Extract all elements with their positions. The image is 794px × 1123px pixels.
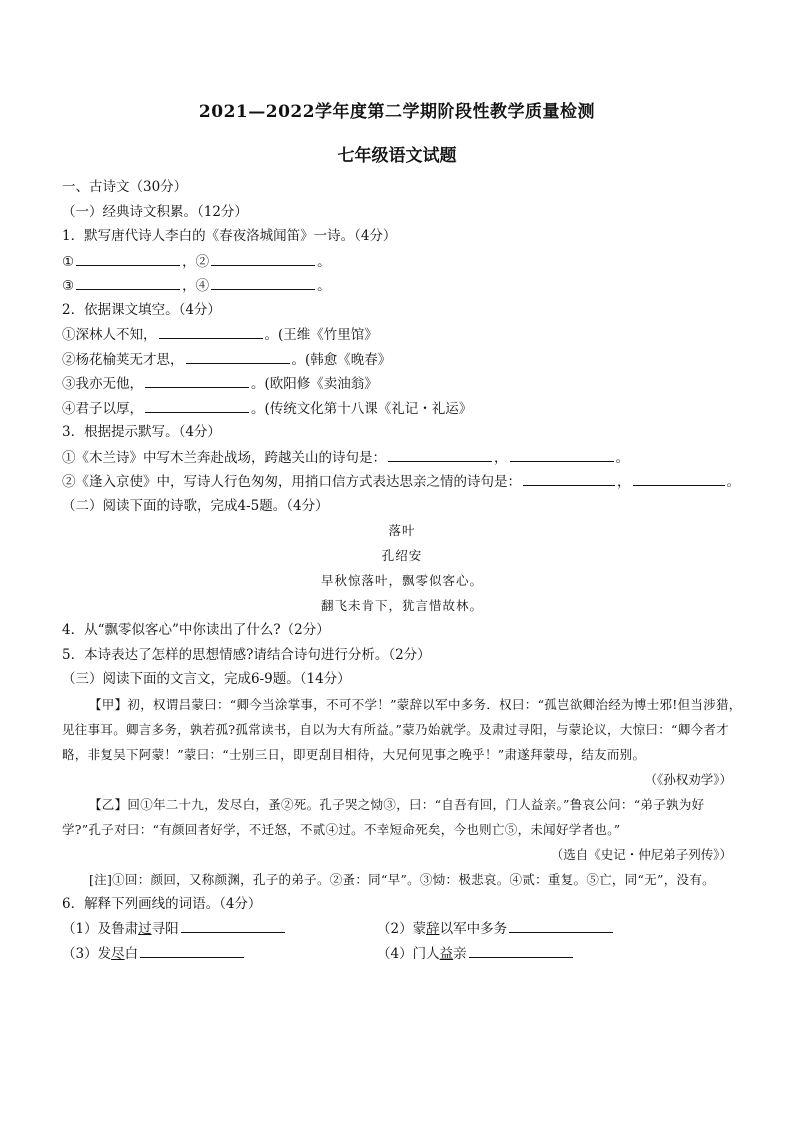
- q2a-text: ①深林人不知，: [62, 327, 157, 343]
- answer-blank[interactable]: [145, 396, 249, 413]
- question-5: 5．本诗表达了怎样的思想情感?请结合诗句进行分析。（2分）: [62, 646, 431, 663]
- answer-blank[interactable]: [509, 916, 613, 933]
- answer-blank[interactable]: [211, 249, 315, 266]
- q2-item-c: [62, 371, 742, 396]
- part1-heading: 一、古诗文（30分）: [62, 179, 188, 195]
- question-2: 2．依据课文填空。（4分）: [62, 301, 221, 318]
- q2-item-d: [62, 396, 742, 421]
- passage-notes: [注]①回：颜回，又称颜渊，孔子的弟子。②蚤：同“早”。③恸：极悲哀。④贰：重复。⑤亡，同“无”，没有。: [89, 871, 715, 887]
- comma: ，: [617, 474, 631, 490]
- section1-heading: （一）经典诗文积累。（12分）: [62, 203, 248, 220]
- question-6: 6．解释下列画线的词语。（4分）: [62, 895, 262, 912]
- q6-row-1: [62, 916, 742, 941]
- q6-4-post: 亲: [453, 945, 467, 962]
- period: 。: [615, 449, 629, 466]
- answer-blank[interactable]: [388, 445, 492, 462]
- passage-jia: 【甲】初，权谓吕蒙曰：“卿今当涂掌事，不可不学！”蒙辞以军中多务．权曰：“孤岂欲卿治经为博士邪!但当涉猎，见往事耳。卿言多务，孰若孤?孤常读书，自以为大有所益。”蒙乃始就学。及肃过寻阳，与蒙论议，大惊曰：“卿今者才略，非复吴下阿蒙！”蒙曰：“士别三日，即更刮目相待，大兄何见事之晚乎！”肃遂拜蒙母，结友而别。: [62, 696, 742, 762]
- poem-title: 落叶: [388, 523, 416, 538]
- q6-3-pre: （3）发: [62, 945, 112, 962]
- answer-blank[interactable]: [510, 445, 614, 462]
- answer-blank[interactable]: [181, 916, 285, 933]
- period: 。: [726, 474, 740, 490]
- q6-2-post: 以军中多务: [439, 921, 508, 937]
- question-1: 1．默写唐代诗人李白的《春夜洛城闻笛》一诗。（4分）: [62, 228, 397, 244]
- answer-blank[interactable]: [211, 273, 315, 290]
- q2d-source: 。(传统文化第十八课《礼记・礼运》: [251, 400, 473, 417]
- period: 。: [317, 253, 331, 270]
- q6-item-4: [377, 941, 692, 966]
- q6-item-3: [62, 941, 377, 966]
- section2-heading: （二）阅读下面的诗歌，完成4-5题。（4分）: [62, 497, 329, 514]
- q2-item-a: [62, 322, 742, 347]
- q2b-text: ②杨花榆荚无才思，: [62, 351, 184, 368]
- q6-3-post: 白: [124, 945, 139, 962]
- answer-blank[interactable]: [140, 941, 244, 958]
- answer-blank[interactable]: [76, 273, 180, 290]
- exam-title: 2021—2022学年度第二学期阶段性教学质量检测: [198, 102, 596, 122]
- q1-mark-4: ，④: [182, 278, 210, 294]
- q2-item-b: [62, 347, 742, 372]
- answer-blank[interactable]: [469, 941, 573, 958]
- q6-1-pre: （1）及鲁肃: [62, 921, 139, 937]
- q2d-text: ④君子以厚，: [62, 400, 143, 417]
- answer-blank[interactable]: [186, 347, 290, 364]
- q1-line-1: [62, 249, 742, 274]
- q2a-source: 。(王维《竹里馆》: [264, 327, 378, 343]
- q3-item-a: [62, 445, 742, 470]
- q6-row-2: [62, 941, 742, 966]
- exam-content: [62, 175, 742, 965]
- q3b-text: ②《逢入京使》中，写诗人行色匆匆，用捎口信方式表达思亲之情的诗句是：: [62, 474, 521, 490]
- passage-jia-source: （《孙权劝学》）: [644, 771, 732, 787]
- q6-item-1: [62, 916, 377, 941]
- answer-blank[interactable]: [145, 371, 249, 388]
- passage-yi: 【乙】回①年二十九，发尽白，蚤②死。孔子哭之恸③，曰：“自吾有回，门人益亲。”鲁哀公问：“弟子孰为好学?”孔子对曰：“有颜回者好学，不迁怒，不贰④过。不幸短命死矣，今也则亡⑤，未闻好学者也。”: [62, 796, 705, 837]
- q1-mark-2: ，②: [182, 253, 210, 270]
- underlined-word: 益: [439, 945, 454, 962]
- q6-1-post: 寻阳: [151, 921, 179, 937]
- period: 。: [317, 278, 331, 294]
- exam-subtitle: 七年级语文试题: [337, 146, 457, 166]
- answer-blank[interactable]: [523, 469, 615, 486]
- passage-yi-source: （选自《史记・仲尼弟子列传》）: [550, 846, 732, 862]
- underlined-word: 过: [138, 921, 152, 937]
- question-4: 4．从“飘零似客心”中你读出了什么?（2分）: [62, 622, 330, 638]
- comma: ，: [494, 449, 508, 466]
- q1-line-2: [62, 273, 742, 298]
- q2c-source: 。(欧阳修《卖油翁》: [251, 376, 378, 392]
- q6-2-pre: （2）蒙: [377, 921, 427, 937]
- answer-blank[interactable]: [76, 249, 180, 266]
- q2c-text: ③我亦无他，: [62, 376, 143, 392]
- question-3: 3．根据提示默写。（4分）: [62, 424, 221, 440]
- q1-mark-3: ③: [62, 278, 75, 294]
- section3-heading: （三）阅读下面的文言文，完成6-9题。（14分）: [62, 671, 351, 687]
- q3a-text: ①《木兰诗》中写木兰奔赴战场，跨越关山的诗句是：: [62, 449, 386, 466]
- answer-blank[interactable]: [159, 322, 263, 339]
- underlined-word: 辞: [426, 921, 440, 937]
- q3-item-b: [62, 469, 742, 494]
- poem-author: 孔绍安: [381, 548, 423, 563]
- poem-line-1: 早秋惊落叶，飘零似客心。: [320, 573, 483, 588]
- q1-mark-1: ①: [62, 253, 75, 270]
- underlined-word: 尽: [111, 945, 125, 962]
- q2b-source: 。(韩愈《晚春》: [291, 351, 392, 368]
- q6-item-2: [377, 916, 692, 941]
- answer-blank[interactable]: [633, 469, 725, 486]
- q6-4-pre: （4）门人: [377, 945, 440, 962]
- poem-line-2: 翻飞未肯下，犹言惜故林。: [320, 598, 483, 613]
